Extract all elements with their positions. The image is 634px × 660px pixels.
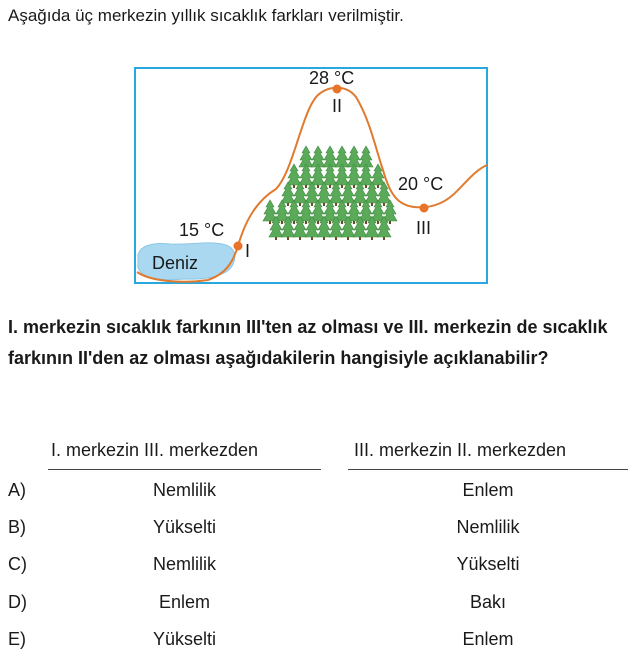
option-letter: A) <box>8 480 26 500</box>
option-col2: Enlem <box>462 480 514 500</box>
column-rule-2 <box>348 469 628 470</box>
option-col1: Yükselti <box>152 629 217 649</box>
temp-label-III: 20 °C <box>398 174 444 194</box>
option-col2: Enlem <box>462 629 514 649</box>
sea-label: Deniz <box>152 253 199 273</box>
center-label-I: I <box>245 241 251 261</box>
question-text: I. merkezin sıcaklık farkının III'ten az olması ve III. merkezin de sıcaklık farkının II'den az olması aşağıdakilerin hangisiyle açıklanabilir? <box>8 317 608 368</box>
temp-label-I: 15 °C <box>179 220 225 240</box>
option-a[interactable] <box>0 480 634 510</box>
temp-label-II: 28 °C <box>309 68 355 88</box>
option-letter: C) <box>8 554 27 574</box>
column-header-2: III. merkezin II. merkezden <box>354 440 567 460</box>
option-letter: E) <box>8 629 26 649</box>
option-e[interactable] <box>0 629 634 659</box>
column-header-1: I. merkezin III. merkezden <box>51 440 259 460</box>
option-col2: Nemlilik <box>456 517 520 537</box>
option-col1: Nemlilik <box>153 554 216 574</box>
option-b[interactable] <box>0 517 634 547</box>
marker-III <box>420 204 429 213</box>
column-rule-1 <box>48 469 321 470</box>
center-label-III: III <box>416 218 432 238</box>
center-label-II: II <box>332 96 343 116</box>
option-col2: Bakı <box>469 592 507 612</box>
option-c[interactable] <box>0 554 634 584</box>
option-col1: Nemlilik <box>153 480 216 500</box>
option-letter: B) <box>8 517 26 537</box>
intro-text: Aşağıda üç merkezin yıllık sıcaklık farkları verilmiştir. <box>8 6 404 25</box>
marker-I <box>234 242 243 251</box>
option-col1: Yükselti <box>152 517 217 537</box>
option-d[interactable] <box>0 592 634 622</box>
option-col1: Enlem <box>158 592 211 612</box>
option-col2: Yükselti <box>456 554 520 574</box>
option-letter: D) <box>8 592 27 612</box>
figure-diagram <box>0 0 634 300</box>
